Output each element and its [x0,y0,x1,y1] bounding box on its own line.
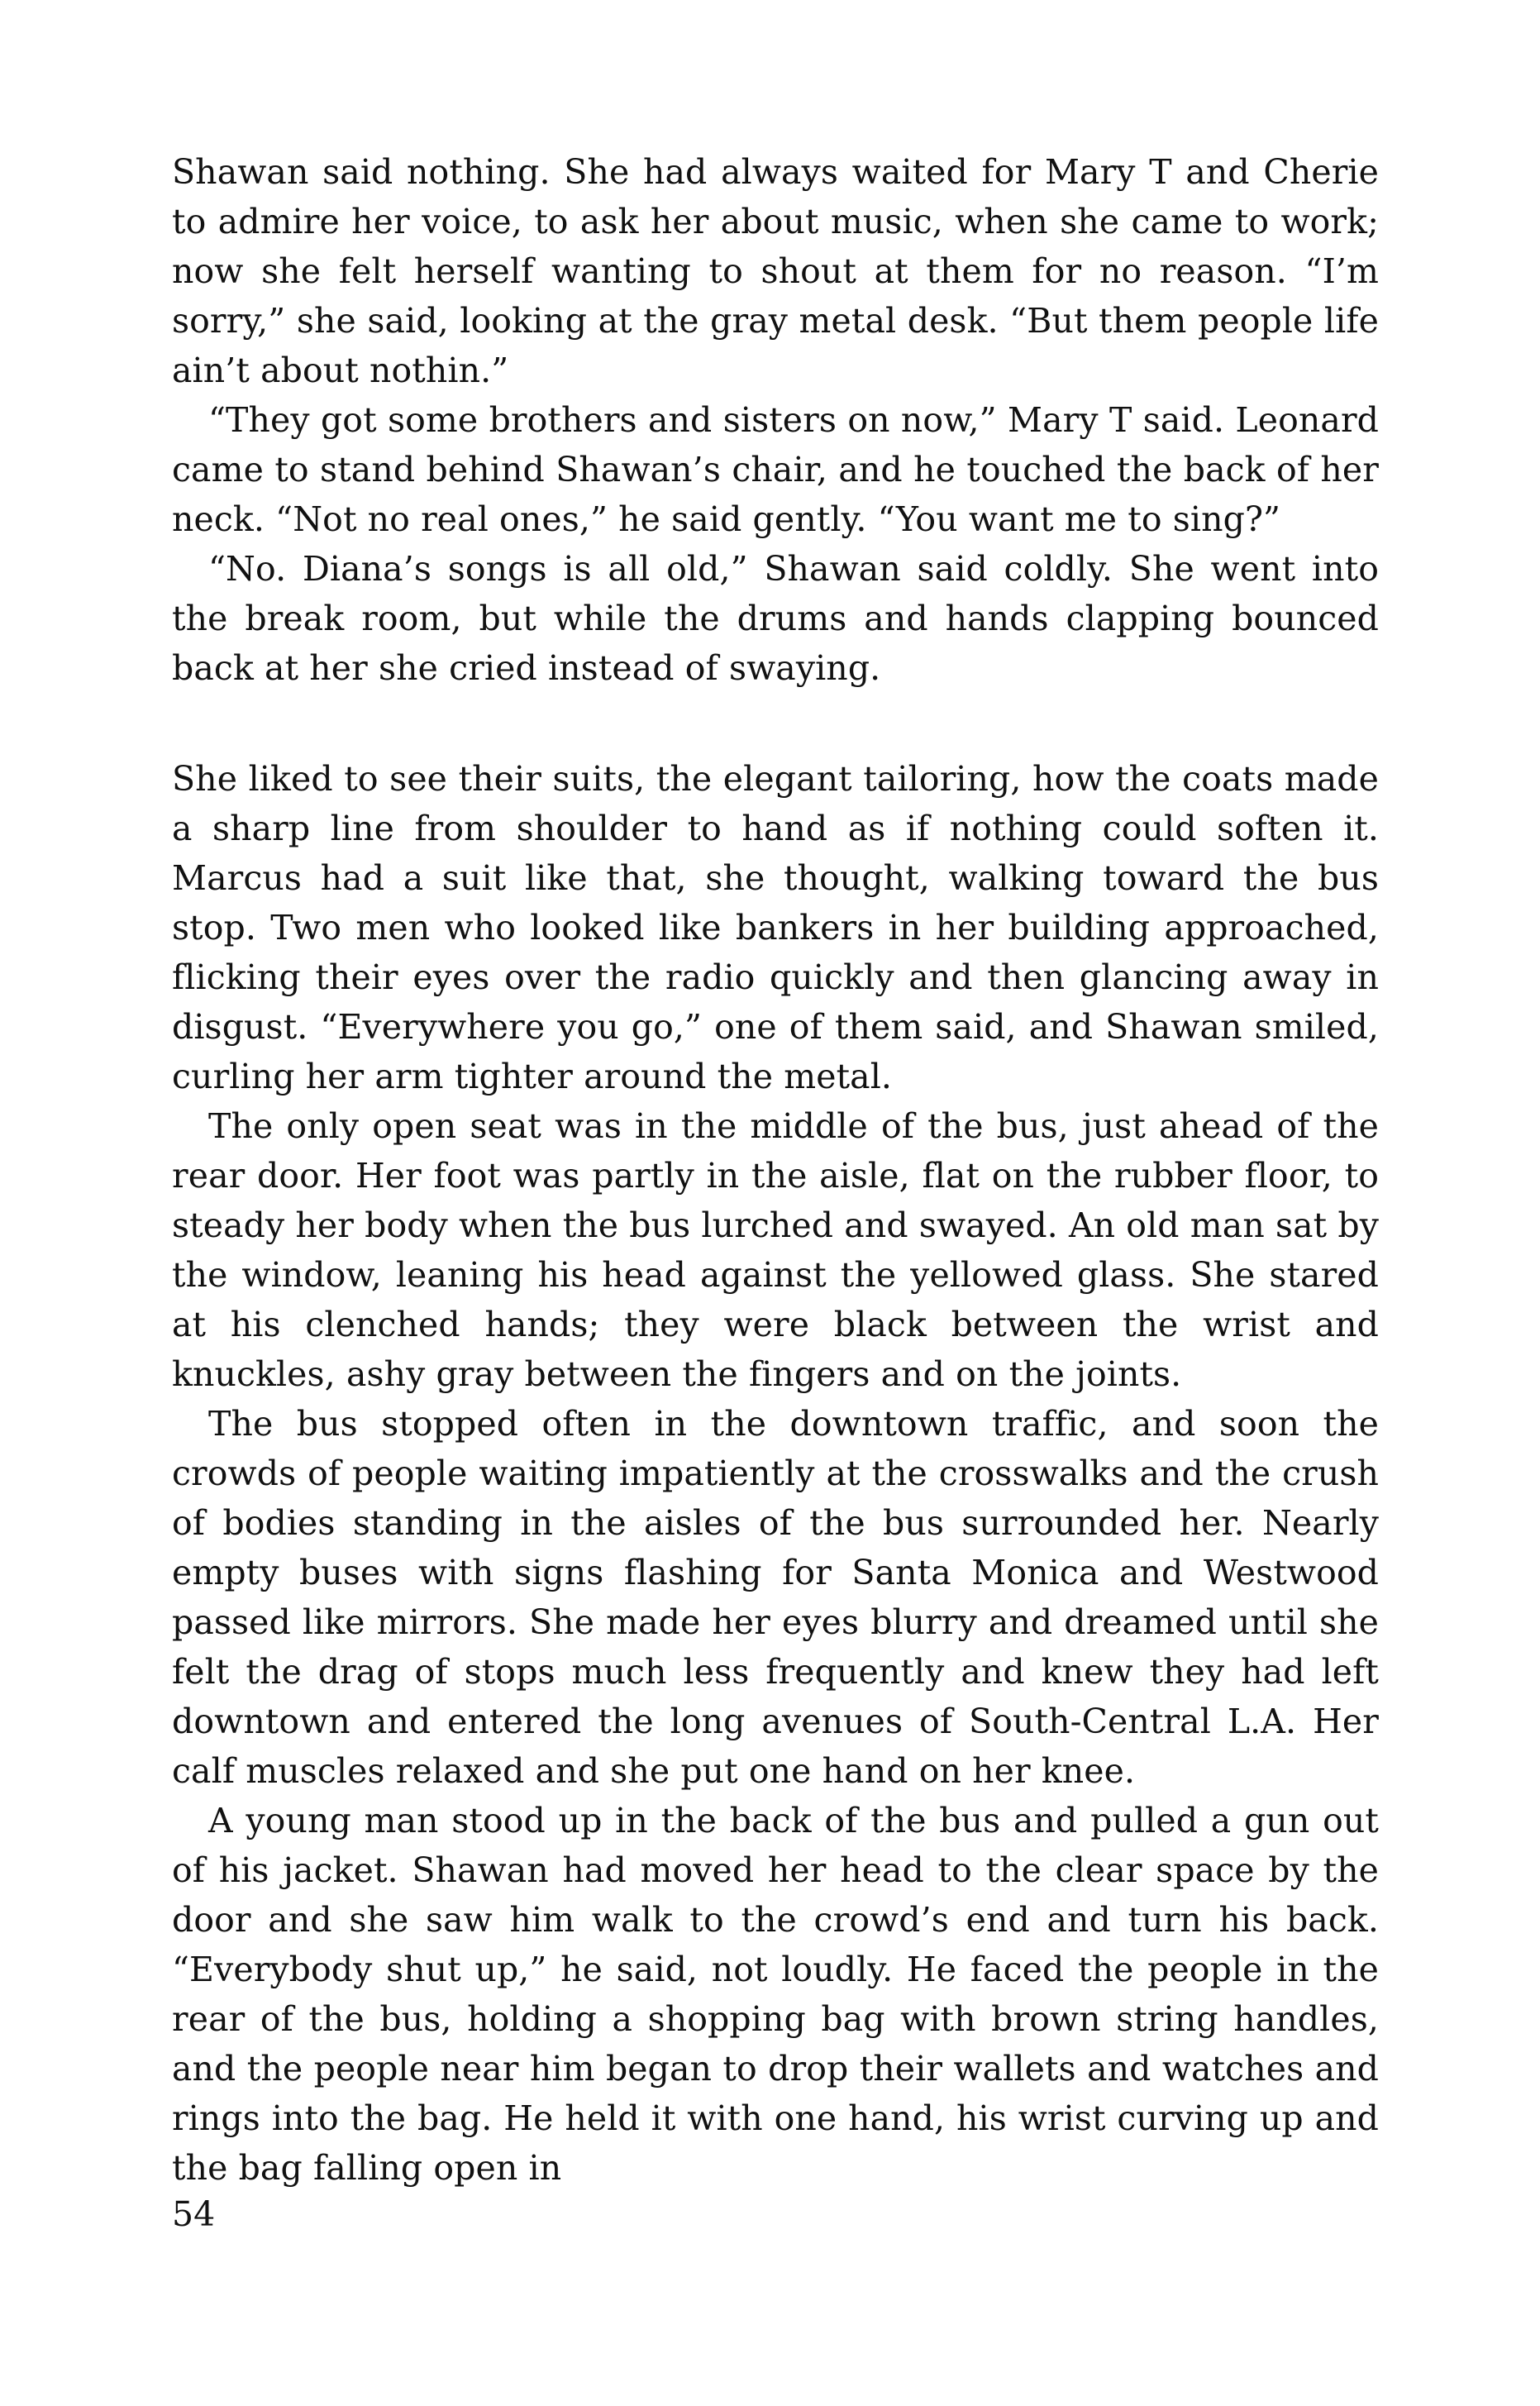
paragraph: “No. Diana’s songs is all old,” Shawan said coldly. She went into the break room, but while the drums and hands clapping bounced back at her she cried instead of swaying. [172,549,1379,688]
paragraph: Shawan said nothing. She had always waited for Mary T and Cherie to admire her voice, to ask her about music, when she came to work; now she felt herself wanting to shout at them for no reason. “I’m sorry,” she said, looking at the gray metal desk. “But them people life ain’t about nothin.” [172,152,1379,390]
paragraph: She liked to see their suits, the elegant tailoring, how the coats made a sharp line from shoulder to hand as if nothing could soften it. Marcus had a suit like that, she thought, walking toward the bus stop. Two men who looked like bankers in her building approached, flicking their eyes over the radio quickly and then glancing away in disgust. “Everywhere you go,” one of them said, and Shawan smiled, curling her arm tighter around the metal. [172,759,1379,1096]
text-section-1 [172,147,1379,693]
page-number: 54 [172,2194,216,2234]
paragraph: A young man stood up in the back of the bus and pulled a gun out of his jacket. Shawan had moved her head to the clear space by the door and she saw him walk to the crowd’s end and turn his back. “Everybody shut up,” he said, not loudly. He faced the people in the rear of the bus, holding a shopping bag with brown string handles, and the people near him began to drop their wallets and watches and rings into the bag. He held it with one hand, his wrist curving up and the bag falling open in [172,1801,1379,2188]
paragraph: “They got some brothers and sisters on now,” Mary T said. Leonard came to stand behind Shawan’s chair, and he touched the back of her neck. “Not no real ones,” he said gently. “You want me to sing?” [172,400,1379,539]
text-section-2 [172,754,1379,2193]
paragraph: The bus stopped often in the downtown traffic, and soon the crowds of people waiting impatiently at the crosswalks and the crush of bodies standing in the aisles of the bus surrounded her. Nearly empty buses with signs flashing for Santa Monica and Westwood passed like mirrors. She made her eyes blurry and dreamed until she felt the drag of stops much less frequently and knew they had left downtown and entered the long avenues of South-Central L.A. Her calf muscles relaxed and she put one hand on her knee. [172,1404,1379,1791]
paragraph: The only open seat was in the middle of the bus, just ahead of the rear door. Her foot was partly in the aisle, flat on the rubber floor, to steady her body when the bus lurched and swayed. An old man sat by the window, leaning his head against the yellowed glass. She stared at his clenched hands; they were black between the wrist and knuckles, ashy gray between the fingers and on the joints. [172,1106,1379,1394]
